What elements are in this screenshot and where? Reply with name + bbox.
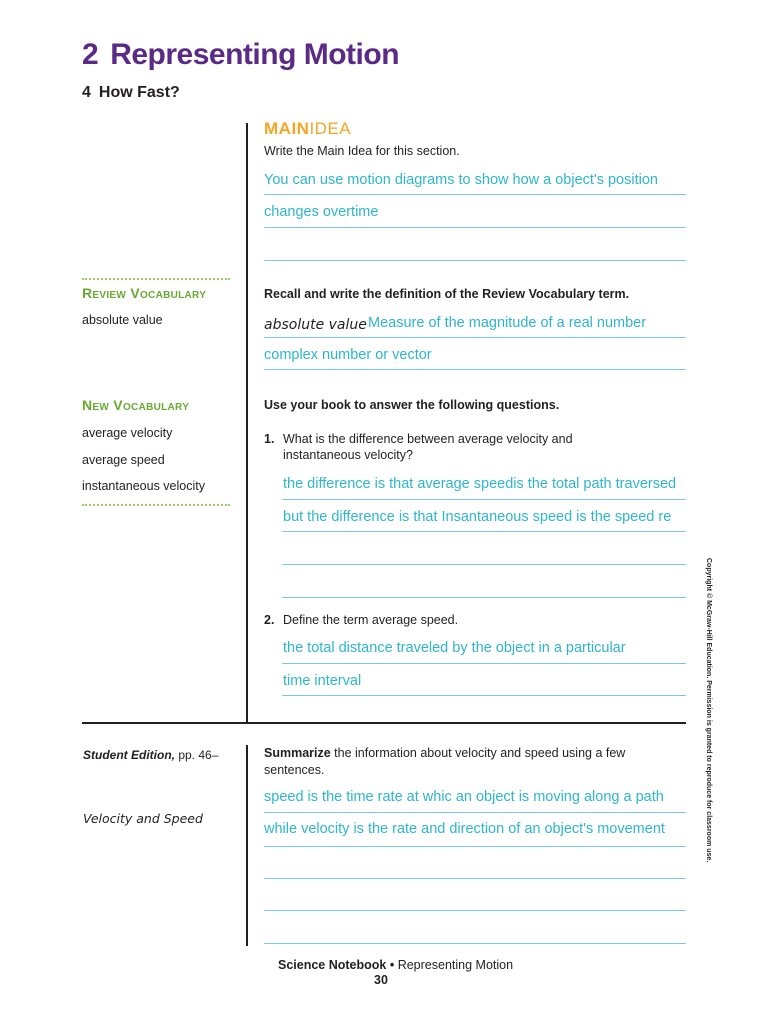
student-edition-label: Student Edition, bbox=[83, 748, 175, 762]
review-vocab-handwritten-term: absolute value bbox=[264, 317, 367, 333]
question-1-answer-1[interactable]: the difference is that average speedis the total path traversed bbox=[283, 476, 677, 492]
answer-line bbox=[264, 846, 686, 847]
answer-line bbox=[264, 812, 686, 813]
page-footer bbox=[278, 958, 513, 972]
section-divider bbox=[82, 722, 686, 724]
question-1 bbox=[264, 431, 684, 465]
answer-line bbox=[282, 597, 686, 598]
answer-line bbox=[282, 564, 686, 565]
question-text-line-2: instantaneous velocity? bbox=[283, 448, 413, 462]
answer-line bbox=[282, 663, 686, 664]
answer-line bbox=[264, 194, 686, 195]
question-2-answer-1[interactable]: the total distance traveled by the object in a particular bbox=[283, 640, 626, 656]
answer-line bbox=[282, 531, 686, 532]
review-vocab-heading: Review Vocabulary bbox=[82, 285, 207, 301]
answer-line bbox=[264, 878, 686, 879]
copyright-text: Copyright © McGraw-Hill Education. Permission is granted to reproduce for classroom use. bbox=[705, 558, 712, 863]
footer-separator: • bbox=[386, 958, 398, 972]
question-2-answer-2[interactable]: time interval bbox=[283, 673, 362, 689]
review-vocab-term: absolute value bbox=[82, 313, 163, 327]
new-vocab-dotted-rule bbox=[82, 504, 230, 506]
section-title: How Fast? bbox=[98, 84, 180, 101]
answer-line bbox=[264, 943, 686, 944]
new-vocab-term: instantaneous velocity bbox=[82, 479, 205, 493]
chapter-number: 2 bbox=[82, 38, 99, 71]
question-2 bbox=[264, 612, 684, 630]
question-number: 2. bbox=[264, 613, 275, 627]
review-vocab-dotted-rule bbox=[82, 278, 230, 280]
summary-verb: Summarize bbox=[264, 746, 331, 760]
summary-topic: Velocity and Speed bbox=[83, 811, 203, 826]
column-divider-bottom bbox=[246, 745, 248, 946]
answer-line bbox=[264, 337, 686, 338]
main-idea-answer-1[interactable]: You can use motion diagrams to show how a object's position bbox=[264, 172, 658, 188]
column-divider-top bbox=[246, 123, 248, 723]
chapter-title: Representing Motion bbox=[110, 38, 400, 71]
section-number: 4 bbox=[82, 84, 91, 101]
copyright-notice bbox=[700, 558, 716, 866]
summary-prompt-line-1: the information about velocity and speed using a few bbox=[330, 746, 626, 760]
footer-notebook: Science Notebook bbox=[278, 958, 387, 972]
review-vocab-answer-2[interactable]: complex number or vector bbox=[264, 347, 432, 363]
main-idea-answer-2[interactable]: changes overtime bbox=[264, 204, 379, 220]
student-edition-pages: pp. 46– bbox=[175, 748, 219, 762]
chapter-heading bbox=[82, 38, 399, 72]
answer-line bbox=[264, 369, 686, 370]
answer-line bbox=[264, 260, 686, 261]
question-text-line-1: What is the difference between average velocity and bbox=[283, 432, 573, 446]
answer-line bbox=[282, 499, 686, 500]
question-text-line-1: Define the term average speed. bbox=[283, 613, 459, 627]
question-number: 1. bbox=[264, 432, 275, 446]
main-idea-label-light: IDEA bbox=[309, 119, 352, 138]
new-vocab-term: average velocity bbox=[82, 426, 173, 440]
summary-answer-2[interactable]: while velocity is the rate and direction of an object's movement bbox=[264, 821, 665, 837]
main-idea-instruction: Write the Main Idea for this section. bbox=[264, 144, 460, 158]
section-heading bbox=[82, 84, 180, 102]
summary-prompt bbox=[264, 745, 684, 779]
review-vocab-instruction: Recall and write the definition of the Review Vocabulary term. bbox=[264, 287, 630, 301]
new-vocab-heading: New Vocabulary bbox=[82, 397, 190, 413]
main-idea-label bbox=[264, 119, 351, 139]
summary-answer-1[interactable]: speed is the time rate at whic an object is moving along a path bbox=[264, 789, 664, 805]
new-vocab-instruction: Use your book to answer the following questions. bbox=[264, 398, 560, 412]
answer-line bbox=[264, 910, 686, 911]
page-number: 30 bbox=[374, 973, 388, 987]
question-1-answer-2[interactable]: but the difference is that Insantaneous speed is the speed re bbox=[283, 509, 672, 525]
review-vocab-answer-1[interactable]: Measure of the magnitude of a real number bbox=[368, 315, 647, 331]
student-edition-ref bbox=[83, 748, 218, 762]
footer-chapter: Representing Motion bbox=[397, 958, 514, 972]
answer-line bbox=[264, 227, 686, 228]
summary-prompt-line-2: sentences. bbox=[264, 763, 325, 777]
answer-line bbox=[282, 695, 686, 696]
main-idea-label-bold: MAIN bbox=[264, 119, 310, 138]
new-vocab-term: average speed bbox=[82, 453, 165, 467]
